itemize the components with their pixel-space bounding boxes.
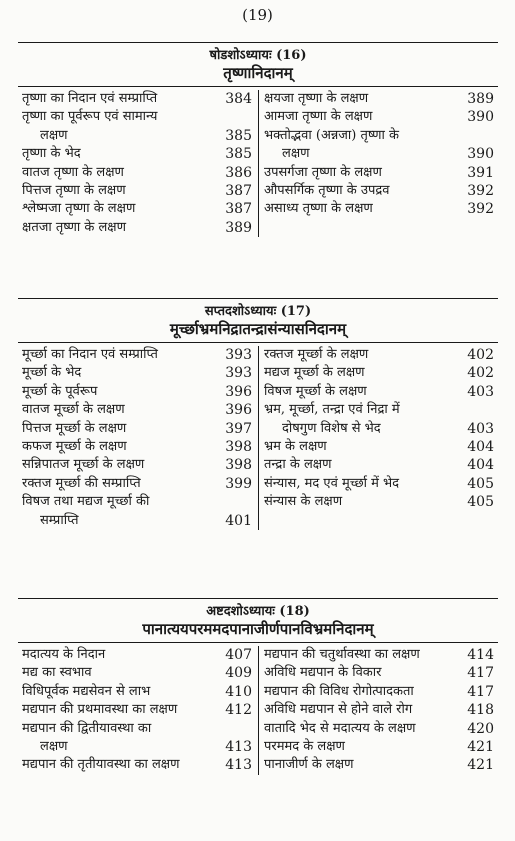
toc-entry-title: मूर्च्छा का निदान एवं सम्प्राप्ति <box>22 347 158 362</box>
toc-entry-title: मद्य का स्वभाव <box>22 665 92 681</box>
toc-entry-title: परममद के लक्षण <box>264 739 345 755</box>
toc-entry-title: रक्तज मूर्च्छा की सम्प्राप्ति <box>22 475 141 491</box>
toc-entry-title: क्षतजा तृष्णा के लक्षण <box>22 219 127 235</box>
toc-page-number: 410 <box>225 683 252 700</box>
toc-entry-title: औपसर्गिक तृष्णा के उपद्रव <box>264 183 390 199</box>
toc-entry[interactable] <box>264 683 494 701</box>
toc-page-number: 393 <box>225 365 252 382</box>
toc-page-number: 393 <box>225 347 252 363</box>
toc-entry-title: पित्तज तृष्णा के लक्षण <box>22 183 126 199</box>
toc-entry-title: विषज तथा मद्यज मूर्च्छा की <box>22 494 150 510</box>
toc-entry-title: मदात्यय के निदान <box>22 647 106 662</box>
toc-page-number: 385 <box>225 146 252 163</box>
toc-entry[interactable] <box>22 145 252 163</box>
toc-page-number: 390 <box>467 146 494 163</box>
toc-entry-title: विषज मूर्च्छा के लक्षण <box>264 383 367 399</box>
toc-entry[interactable] <box>22 90 252 108</box>
toc-entry[interactable] <box>22 182 252 200</box>
toc-entry[interactable] <box>22 683 252 701</box>
chapter-title: पानात्ययपरममदपानाजीर्णपानविभ्रमनिदानम् <box>18 619 498 643</box>
toc-entry[interactable] <box>22 383 252 401</box>
toc-page-number: 404 <box>467 457 494 474</box>
toc-entry-title: तृष्णा के भेद <box>22 146 81 162</box>
toc-entry[interactable] <box>264 664 494 682</box>
toc-page-number: 385 <box>225 127 252 144</box>
chapter-title: मूर्च्छाभ्रमनिद्रातन्द्रासंन्यासनिदानम् <box>18 319 498 343</box>
toc-entry[interactable] <box>264 438 494 456</box>
toc-page-number: 384 <box>225 91 252 107</box>
toc-entry[interactable] <box>22 401 252 419</box>
toc-entry[interactable] <box>22 456 252 474</box>
toc-page-number: 399 <box>225 475 252 492</box>
toc-entry[interactable] <box>264 701 494 719</box>
toc-entry[interactable] <box>264 720 494 738</box>
toc-entry[interactable] <box>264 200 494 218</box>
toc-page-number: 420 <box>467 720 494 737</box>
toc-entry[interactable] <box>22 420 252 438</box>
toc-entry-title: वातज मूर्च्छा के लक्षण <box>22 402 125 418</box>
toc-entry[interactable] <box>22 475 252 493</box>
toc-page-number: 404 <box>467 439 494 456</box>
toc-page-number: 398 <box>225 457 252 474</box>
toc-entry-title: मद्यज मूर्च्छा के लक्षण <box>264 365 365 381</box>
toc-page-number: 413 <box>225 739 252 756</box>
toc-entry-continuation <box>264 145 494 163</box>
toc-entry[interactable] <box>22 493 252 530</box>
toc-entry[interactable] <box>264 346 494 364</box>
toc-entry-title: आमजा तृष्णा के लक्षण <box>264 109 373 125</box>
toc-entry-title: मूर्च्छा के भेद <box>22 365 82 381</box>
toc-entry[interactable] <box>22 164 252 182</box>
page-number: (19) <box>242 6 273 24</box>
toc-page-number: 418 <box>467 702 494 719</box>
toc-entry[interactable] <box>22 108 252 145</box>
toc-page-number: 412 <box>225 702 252 719</box>
chapter-16 <box>18 42 498 237</box>
toc-page-number: 405 <box>467 494 494 511</box>
column-divider <box>258 646 259 775</box>
toc-page-number: 398 <box>225 439 252 456</box>
toc-entry-title-cont: लक्षण <box>40 739 68 755</box>
toc-entry-title: मद्यपान की तृतीयावस्था का लक्षण <box>22 757 180 773</box>
toc-entry[interactable] <box>264 164 494 182</box>
toc-page-number: 392 <box>467 183 494 200</box>
toc-entry[interactable] <box>264 90 494 108</box>
toc-page-number: 405 <box>467 475 494 492</box>
toc-entry[interactable] <box>264 493 494 511</box>
toc-entry-title: भ्रम, मूर्च्छा, तन्द्रा एवं निद्रा में <box>264 402 400 418</box>
toc-entry[interactable] <box>22 219 252 237</box>
toc-column-right <box>258 346 498 530</box>
toc-entry-title: भक्तोद्भवा (अन्नजा) तृष्णा के <box>264 127 399 143</box>
toc-entry[interactable] <box>264 738 494 756</box>
toc-entry-continuation <box>22 512 252 530</box>
toc-entry[interactable] <box>22 438 252 456</box>
toc-page-number: 391 <box>467 164 494 181</box>
toc-page-number: 390 <box>467 109 494 126</box>
toc-page-number: 392 <box>467 201 494 218</box>
toc-entry-title: सन्निपातज मूर्च्छा के लक्षण <box>22 457 145 473</box>
toc-entry-title: मद्यपान की विविध रोगोत्पादकता <box>264 683 414 699</box>
toc-entry-continuation <box>22 127 252 145</box>
toc-entry-title: क्षयजा तृष्णा के लक्षण <box>264 91 369 106</box>
toc-page-number: 387 <box>225 183 252 200</box>
toc-entry-title: पित्तज मूर्च्छा के लक्षण <box>22 420 127 436</box>
chapter-heading: सप्तदशोऽध्यायः (17) <box>204 304 312 319</box>
toc-entry-title: तृष्णा का निदान एवं सम्प्राप्ति <box>22 91 158 106</box>
toc-entry[interactable] <box>264 364 494 382</box>
toc-entry-title: मद्यपान की द्वितीयावस्था का <box>22 720 152 736</box>
toc-entry-continuation <box>22 738 252 756</box>
toc-columns <box>18 646 498 775</box>
toc-entry-title-cont: लक्षण <box>40 127 68 143</box>
toc-page-number: 402 <box>467 365 494 382</box>
toc-entry-title: उपसर्गजा तृष्णा के लक्षण <box>264 164 382 180</box>
toc-page-number: 421 <box>467 739 494 756</box>
toc-page-number: 386 <box>225 164 252 181</box>
toc-entry-title: असाध्य तृष्णा के लक्षण <box>264 201 373 217</box>
toc-column-left <box>18 346 258 530</box>
toc-page-number: 389 <box>225 219 252 236</box>
toc-page-number: 401 <box>225 512 252 529</box>
toc-entry[interactable] <box>22 756 252 774</box>
toc-entry-title: तृष्णा का पूर्वरूप एवं सामान्य <box>22 109 158 125</box>
toc-entry[interactable] <box>264 475 494 493</box>
toc-entry-continuation <box>264 420 494 438</box>
toc-page-number: 417 <box>467 683 494 700</box>
toc-entry[interactable] <box>264 383 494 401</box>
toc-page-number: 414 <box>467 647 494 663</box>
toc-columns <box>18 90 498 237</box>
toc-column-left <box>18 90 258 237</box>
toc-page-number: 396 <box>225 402 252 419</box>
toc-page-number: 413 <box>225 757 252 774</box>
toc-entry-title: अविधि मद्यपान के विकार <box>264 665 382 681</box>
toc-entry[interactable] <box>264 456 494 474</box>
toc-entry-title-cont: लक्षण <box>282 146 310 162</box>
toc-column-right <box>258 90 498 237</box>
column-divider <box>258 90 259 237</box>
chapter-heading: अष्टदशोऽध्यायः (18) <box>206 604 310 619</box>
toc-column-left <box>18 646 258 775</box>
column-divider <box>258 346 259 530</box>
toc-page-number: 396 <box>225 383 252 400</box>
toc-page-number: 403 <box>467 420 494 437</box>
toc-page-number: 407 <box>225 647 252 663</box>
toc-entry-title: भ्रम के लक्षण <box>264 439 327 455</box>
toc-entry[interactable] <box>264 108 494 126</box>
toc-entry[interactable] <box>22 200 252 218</box>
toc-entry[interactable] <box>22 720 252 757</box>
toc-entry-title: मद्यपान की प्रथमावस्था का लक्षण <box>22 702 178 718</box>
toc-entry-title: संन्यास के लक्षण <box>264 494 343 510</box>
toc-page-number: 387 <box>225 201 252 218</box>
chapter-heading: षोडशोऽध्यायः (16) <box>209 48 307 63</box>
toc-entry-title: रक्तज मूर्च्छा के लक्षण <box>264 347 369 362</box>
toc-page-number: 421 <box>467 757 494 774</box>
toc-page-number: 389 <box>467 91 494 107</box>
toc-columns <box>18 346 498 530</box>
toc-entry-title: कफज मूर्च्छा के लक्षण <box>22 439 127 455</box>
toc-entry[interactable] <box>22 646 252 664</box>
toc-entry-title: अविधि मद्यपान से होने वाले रोग <box>264 702 413 718</box>
toc-entry-title-cont: सम्प्राप्ति <box>40 512 79 528</box>
toc-entry[interactable] <box>22 364 252 382</box>
toc-column-right <box>258 646 498 775</box>
chapter-title: तृष्णानिदानम् <box>18 63 498 87</box>
toc-entry[interactable] <box>22 701 252 719</box>
toc-entry[interactable] <box>22 664 252 682</box>
toc-entry[interactable] <box>264 401 494 438</box>
toc-entry-title: वातादि भेद से मदात्यय के लक्षण <box>264 720 416 736</box>
toc-entry[interactable] <box>264 127 494 164</box>
chapter-17 <box>18 298 498 530</box>
toc-page-number: 417 <box>467 665 494 682</box>
toc-entry[interactable] <box>22 346 252 364</box>
toc-page-number: 397 <box>225 420 252 437</box>
toc-entry-title-cont: दोषगुण विशेष से भेद <box>282 420 381 436</box>
toc-entry-title: मद्यपान की चतुर्थावस्था का लक्षण <box>264 647 420 662</box>
toc-entry-title: पानाजीर्ण के लक्षण <box>264 757 354 773</box>
toc-page-number: 402 <box>467 347 494 363</box>
toc-entry-title: संन्यास, मद एवं मूर्च्छा में भेद <box>264 475 400 491</box>
toc-entry-title: विधिपूर्वक मद्यसेवन से लाभ <box>22 683 151 699</box>
toc-entry-title: श्लेष्मजा तृष्णा के लक्षण <box>22 201 136 217</box>
chapter-18 <box>18 598 498 775</box>
toc-entry-title: तन्द्रा के लक्षण <box>264 457 332 473</box>
toc-entry[interactable] <box>264 756 494 774</box>
toc-page-number: 409 <box>225 665 252 682</box>
toc-entry[interactable] <box>264 182 494 200</box>
toc-entry-title: वातज तृष्णा के लक्षण <box>22 164 124 180</box>
toc-page-number: 403 <box>467 383 494 400</box>
toc-entry-title: मूर्च्छा के पूर्वरूप <box>22 383 98 399</box>
toc-entry[interactable] <box>264 646 494 664</box>
